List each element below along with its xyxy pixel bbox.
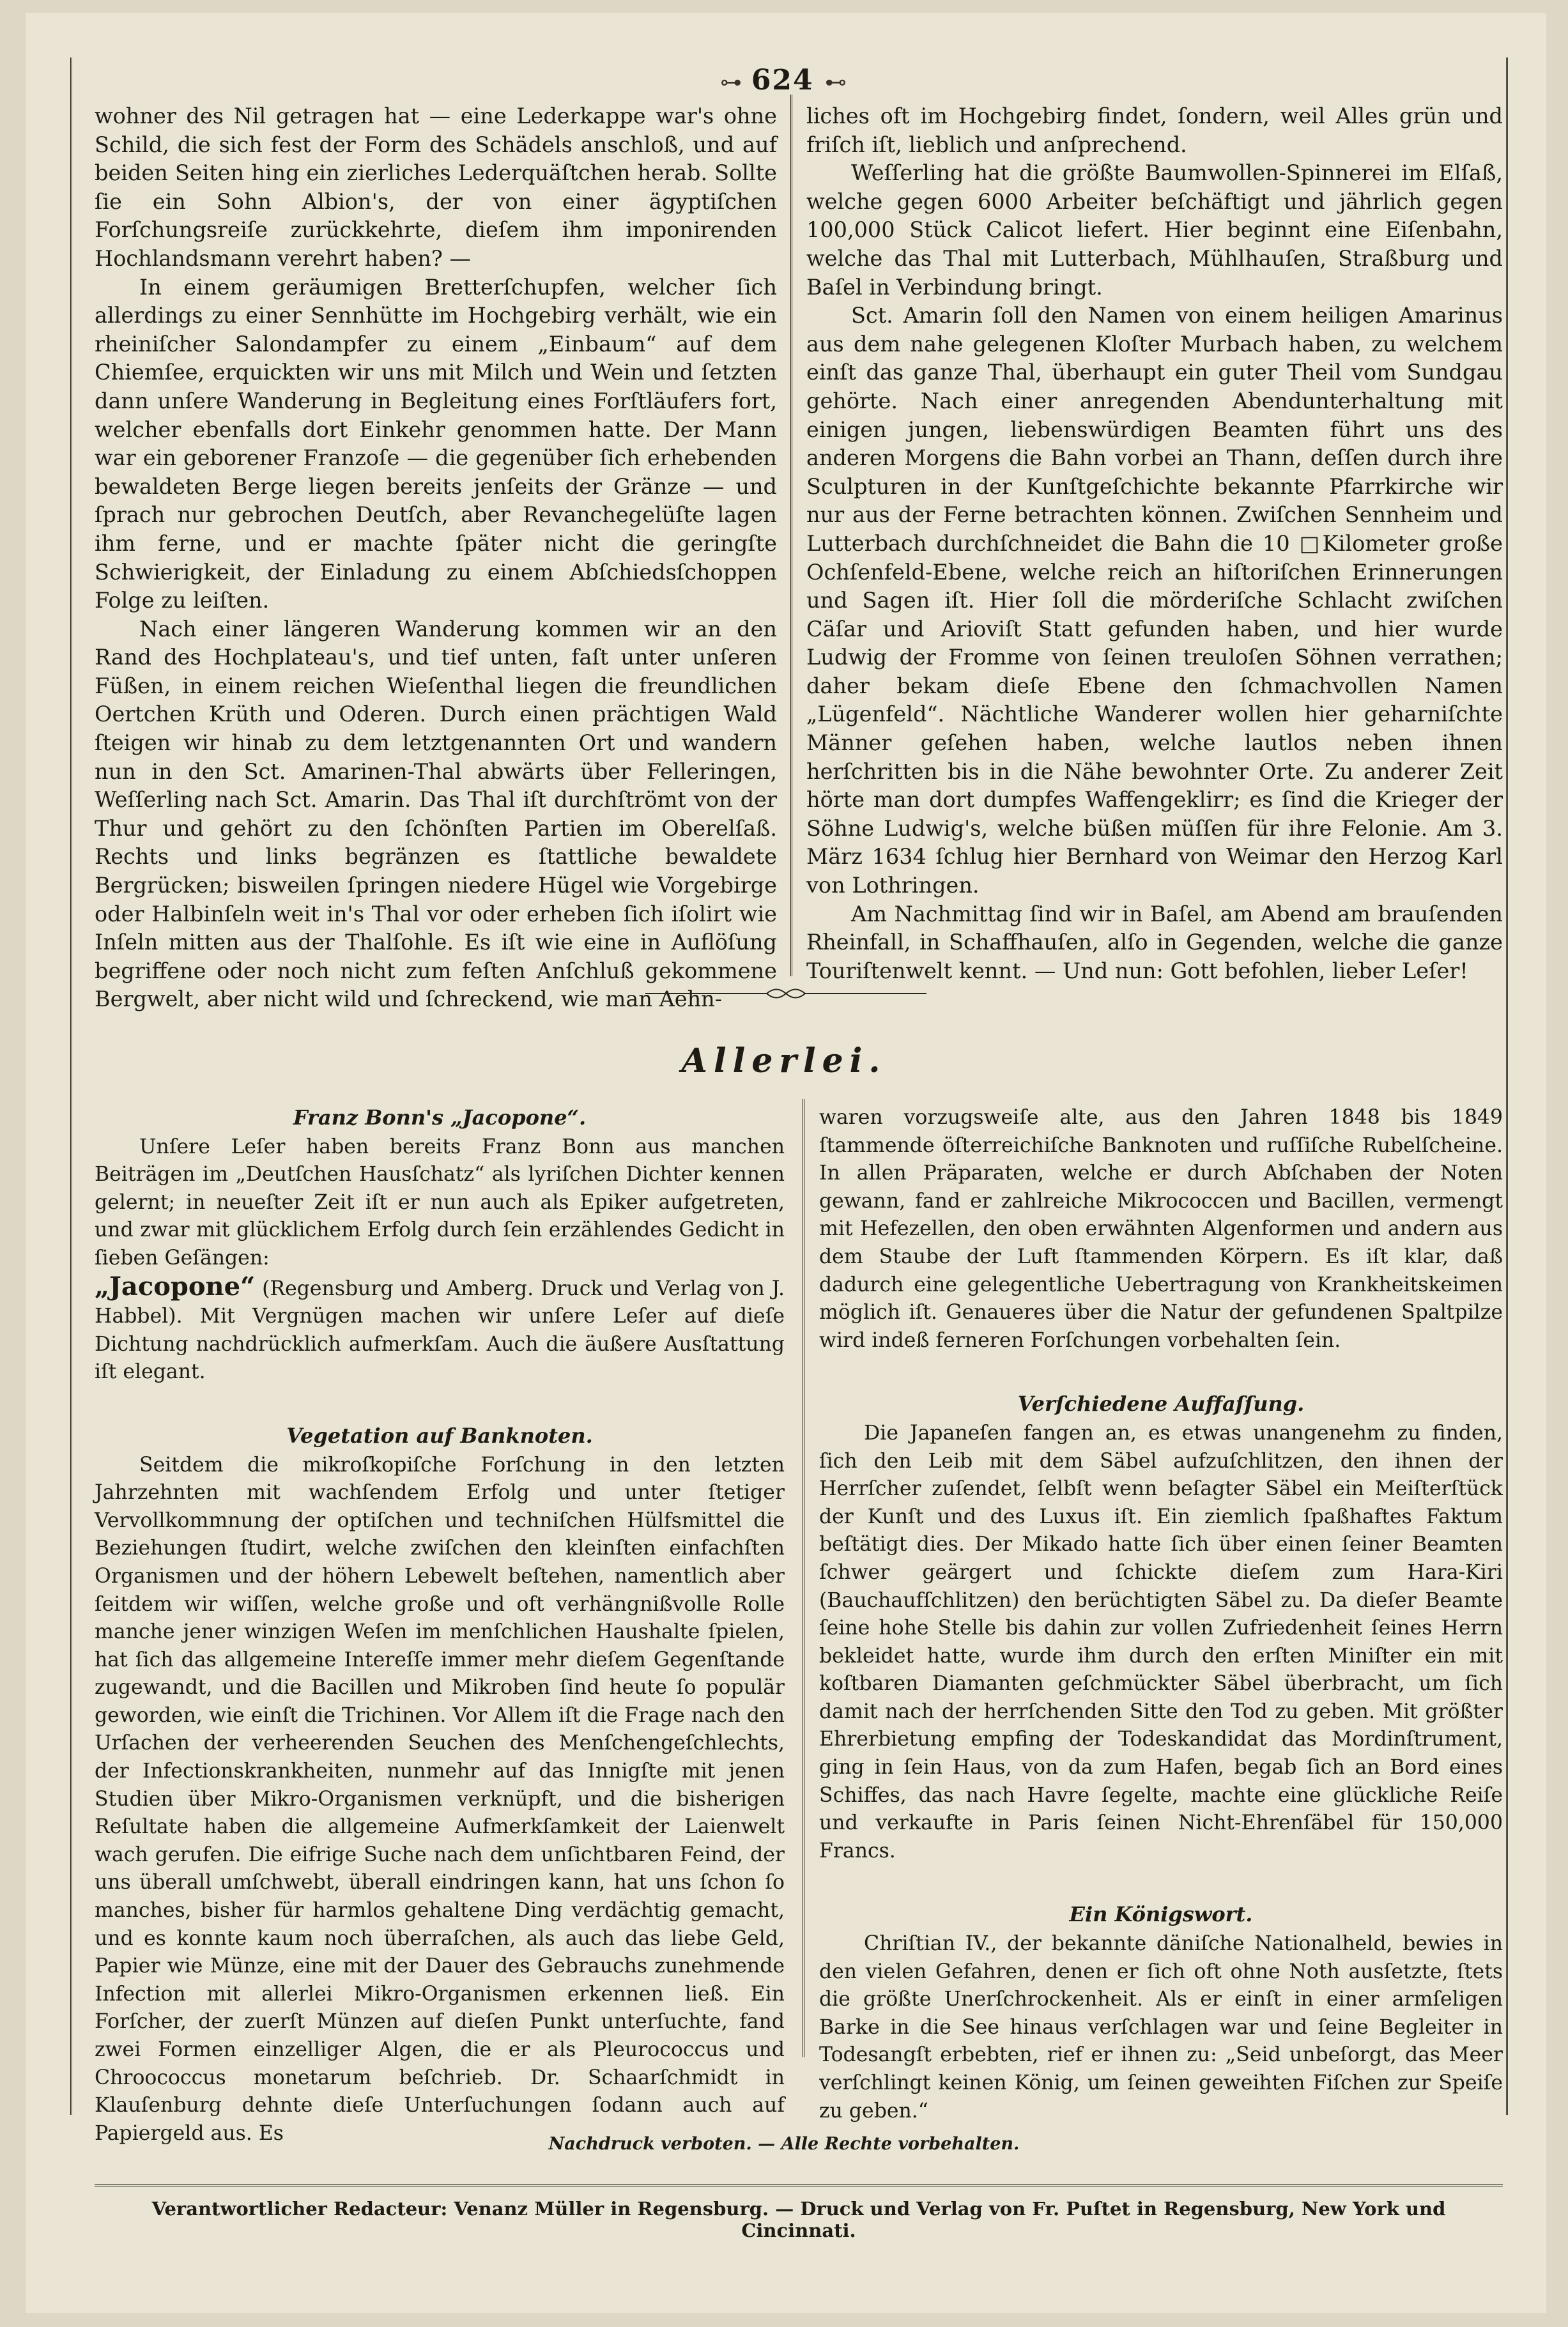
paragraph: Nach einer längeren Wanderung kommen wir an den Rand des Hochplateau's, und tief unten, faſt unter unſeren Füßen, in einem reichen Wieſenthal liegen die freundlichen Oertchen Krüth und Oderen. Durch einen prächtigen Wald ſteigen wir hinab zu dem letztgenannten Ort und wandern nun in den Sct. Amarinen-Thal abwärts über Felleringen, Weſſerling nach Sct. Amarin. Das Thal iſt durchſtrömt von der Thur und gehört zu den ſchönſten Partien im Oberelſaß. Rechts und links begränzen es ſtattliche bewaldete Bergrücken; bisweilen ſpringen niedere Hügel wie Vorgebirge oder Halbinſeln weit in's Thal vor oder erheben ſich iſolirt wie Inſeln mitten aus der Thalſohle. Es iſt wie eine in Auflöſung begriffene oder noch nicht zum feſten Anſchluß gekommene Bergwelt, aber nicht wild und ſchreckend, wie man Aehn- [95,616,777,1012]
article-title: Ein Königswort. [1069,1902,1253,1927]
paragraph: In einem geräumigen Bretterſchupfen, welcher ſich allerdings zu einer Sennhütte im Hochgebirg verhält, wie ein rheiniſcher Salondampfer zu einem „Einbaum“ auf dem Chiemſee, erquickten wir uns mit Milch und Wein und ſetzten dann unſere Wanderung in Begleitung eines Forſtläufers fort, welcher ebenfalls dort Einkehr genommen hatte. Der Mann war ein geborener Franzoſe — die gegenüber ſich erhebenden bewaldeten Berge liegen bereits jenſeits der Gränze — und ſprach nur gebrochen Deutſch, aber Revanchegelüſte lagen ihm ferne, und er machte ſpäter nicht die geringſte Schwierigkeit, der Einladung zu einem Abſchiedsſchoppen Folge zu leiſten. [95,274,777,613]
paragraph: Am Nachmittag ſind wir in Baſel, am Abend am brauſenden Rheinfall, in Schaffhauſen, alſo in Gegenden, welche die ganze Touriſtenwelt kennt. — Und nun: Gott befohlen, lieber Leſer! [806,901,1503,983]
footer-rule [95,2184,1503,2186]
page-number: 624 [751,64,814,96]
paragraph: Die Japaneſen fangen an, es etwas unangenehm zu finden, ſich den Leib mit dem Säbel aufzuſchlitzen, den ihnen der Herrſcher zuſendet, ſelbſt wenn beſagter Säbel ein Meiſterſtück der Kunſt und des Luxus iſt. Ein ziemlich ſpaßhaftes Faktum beſtätigt dies. Der Mikado hatte ſich über einen ſeiner Beamten ſchwer geärgert und ſchickte dieſem zum Hara-Kiri (Bauchaufſchlitzen) den berüchtigten Säbel zu. Da dieſer Beamte ſeine hohe Stelle bis dahin zur vollen Zufriedenheit ſeines Herrn bekleidet hatte, wurde ihm durch den erſten Miniſter ein mit koſtbaren Diamanten geſchmückter Säbel überbracht, um ſich damit nach der herrſchenden Sitte den Tod zu geben. Mit größter Ehrerbietung empfing der Todeskandidat das Mordinſtrument, ging in ſein Haus, von da zum Hafen, begab ſich an Bord eines Schiffes, das nach Havre ſegelte, machte eine glückliche Reiſe und verkaufte in Paris ſeinen Nicht-Ehrenſäbel für 150,000 Francs. [819,1421,1503,1862]
column-divider [790,95,794,976]
bottom-right-column [819,1104,1503,2123]
paragraph: Chriſtian IV., der bekannte däniſche Nationalheld, bewies in den vielen Gefahren, denen er ſich oft ohne Noth ausſetzte, ſtets die größte Unerſchrockenheit. Als er einſt in einer armſeligen Barke in die See hinaus verſchlagen war und ſeine Begleiter in Todesangſt erbebten, rief er ihnen zu: „Seid unbeſorgt, das Meer verſchlingt keinen König, um ſeinen geweihten Fiſchen zur Speiſe zu geben.“ [819,1932,1503,2123]
imprint-footer: Verantwortlicher Redacteur: Venanz Müller in Regensburg. — Druck und Verlag von Fr. Puſtet in Regensburg, New York und Cincinnati. [151,2198,1446,2241]
paragraph: Seitdem die mikroſkopiſche Forſchung in den letzten Jahrzehnten mit wachſendem Erfolg und unter ſtetiger Vervollkommnung der optiſchen und techniſchen Hülfsmittel die Beziehungen ſtudirt, welche zwiſchen den kleinſten einfachſten Organismen und der höhern Lebewelt beſtehen, namentlich aber ſeitdem wir wiſſen, welche große und oft verhängnißvolle Rolle manche jener winzigen Weſen im menſchlichen Haushalte ſpielen, hat ſich das allgemeine Intereſſe immer mehr dieſem Gegenſtande zugewandt, und die Bacillen und Mikroben ſind heutе ſo populär geworden, wie einſt die Trichinen. Vor Allem iſt die Frage nach den Urſachen der verheerenden Seuchen des Menſchengeſchlechts, der Infectionskrankheiten, nunmehr auf das Innigſte mit jenen Studien über Mikro-Organismen verknüpft, und die bisherigen Reſultate haben die allgemeine Aufmerkſamkeit der Laienwelt wach gerufen. Die eifrige Suche nach dem unſichtbaren Feind, der uns überall umſchwebt, überall eindringen kann, hat uns ſchon ſo manches, bisher für harmlos gehaltene Ding verdächtig gemacht, und es konnte kaum noch überraſchen, als auch das liebe Geld, Papier wie Münze, eine mit der Dauer des Gebrauchs zunehmende Infection mit allerlei Mikro-Organismen erkennen ließ. Ein Forſcher, der zuerſt Münzen auf dieſen Punkt unterſuchte, fand zwei Formen einzelliger Algen, die er als Pleurococcus und Chroococcus monetarum beſchrieb. Dr. Schaarſchmidt in Klauſenburg dehnte dieſe Unterſuchungen ſodann auch auf Papiergeld aus. Es [95,1453,785,2145]
right-ornament-icon: ⊷ [825,70,848,95]
paragraph: Weſſerling hat die größte Baumwollen-Spinnerei im Elſaß, welche gegen 6000 Arbeiter beſchäftigt und jährlich gegen 100,000 Stück Calicot liefert. Hier beginnt eine Eiſenbahn, welche das Thal mit Lutterbach, Mühlhauſen, Straßburg und Baſel in Verbindung bringt. [806,160,1503,300]
paragraph-text: Unſere Leſer haben bereits Franz Bonn aus manchen Beiträgen im „Deutſchen Hausſchatz“ als lyriſchen Dichter kennen gelernt; in neueſter Zeit iſt er nun auch als Epiker aufgetreten, und zwar mit glücklichem Erfolg durch ſein erzählendes Gedicht in ſieben Geſängen: [95,1135,785,1270]
paragraph-text: (Regensburg und Amberg. Druck und Verlag von J. Habbel). Mit Vergnügen machen wir unſere Leſer auf dieſe Dichtung nachdrücklich aufmerkſam. Auch die äußere Ausſtattung iſt elegant. [95,1277,785,1384]
top-left-column [95,102,777,1012]
article-title: Vegetation auf Banknoten. [286,1423,593,1448]
bottom-left-column [95,1104,785,2145]
article-title: Verſchiedene Auffaſſung. [1017,1392,1305,1417]
paragraph: waren vorzugsweiſe alte, aus den Jahren 1848 bis 1849 ſtammende öſterreichiſche Banknoten und ruſſiſche Rubelſcheine. In allen Präparaten, welche er durch Abſchaben der Noten gewann, fand er zahlreiche Mikrococcen und Bacillen, vermengt mit Hefezellen, den oben erwähnten Algenformen und andern aus dem Staube der Luft ſtammenden Körpern. Es iſt klar, daß dadurch eine gelegentliche Uebertragung von Krankheitskeimen möglich iſt. Genaueres über die Natur der gefundenen Spaltpilze wird indeß ferneren Forſchungen vorbehalten ſein. [819,1106,1503,1352]
top-right-column [806,102,1503,983]
paragraph [95,1133,785,1386]
section-title: Allerlei. [681,1041,887,1080]
left-ornament-icon: ⊶ [720,70,751,95]
copyright-notice: Nachdruck verboten. — Alle Rechte vorbehalten. [548,2134,1020,2154]
paragraph: liches oft im Hochgebirg findet, ſondern, weil Alles grün und friſch iſt, lieblich und anſprechend. [806,104,1503,157]
column-divider [803,1099,806,2057]
book-title: „Jacopone“ [95,1271,256,1302]
separator-ornament-icon [645,984,926,1003]
paragraph: wohner des Nil getragen hat — eine Lederkappe war's ohne Schild, die sich fest der Form des Schädels anschloß, und auf beiden Seiten hing ein zierliches Lederquäſtchen herab. Sollte ſie ein Sohn Albion's, der von einer ägyptiſchen Forſchungsreiſe zurückkehrte, dieſem ihm imponirenden Hochlandsmann verehrt haben? — [95,104,777,271]
page-number-line [0,64,1568,96]
article-title: Franz Bonn's „Jacopone“. [293,1105,587,1130]
paragraph: Sct. Amarin ſoll den Namen von einem heiligen Amarinus aus dem nahe gelegenen Kloſter Murbach haben, zu welchem einſt das ganze Thal, überhaupt ein guter Theil vom Sundgau gehörte. Nach einer anregenden Abendunterhaltung mit einigen jungen, liebenswürdigen Beamten führt uns des anderen Morgens die Bahn vorbei an Thann, deſſen durch ihre Sculpturen in der Kunſtgeſchichte bekannte Pfarrkirche wir nur aus der Ferne betrachten können. Zwiſchen Sennheim und Lutterbach durchſchneidet die Bahn die 10 □Kilometer große Ochſenfeld-Ebene, welche reich an hiſtoriſchen Erinnerungen und Sagen iſt. Hier ſoll die mörderiſche Schlacht zwiſchen Cäſar und Arioviſt Statt gefunden haben, und hier wurde Ludwig der Fromme von ſeinen treuloſen Söhnen verrathen; daher bekam dieſe Ebene den ſchmachvollen Namen „Lügenfeld“. Nächtliche Wanderer wollen hier geharniſchte Männer geſehen haben, welche lautlos neben ihnen herſchritten bis in die Nähe bewohnter Orte. Zu anderer Zeit hörte man dort dumpfes Waffengeklirr; es ſind die Krieger der Söhne Ludwig's, welche büßen müſſen für ihre Felonie. Am 3. März 1634 ſchlug hier Bernhard von Weimar den Herzog Karl von Lothringen. [806,303,1503,898]
